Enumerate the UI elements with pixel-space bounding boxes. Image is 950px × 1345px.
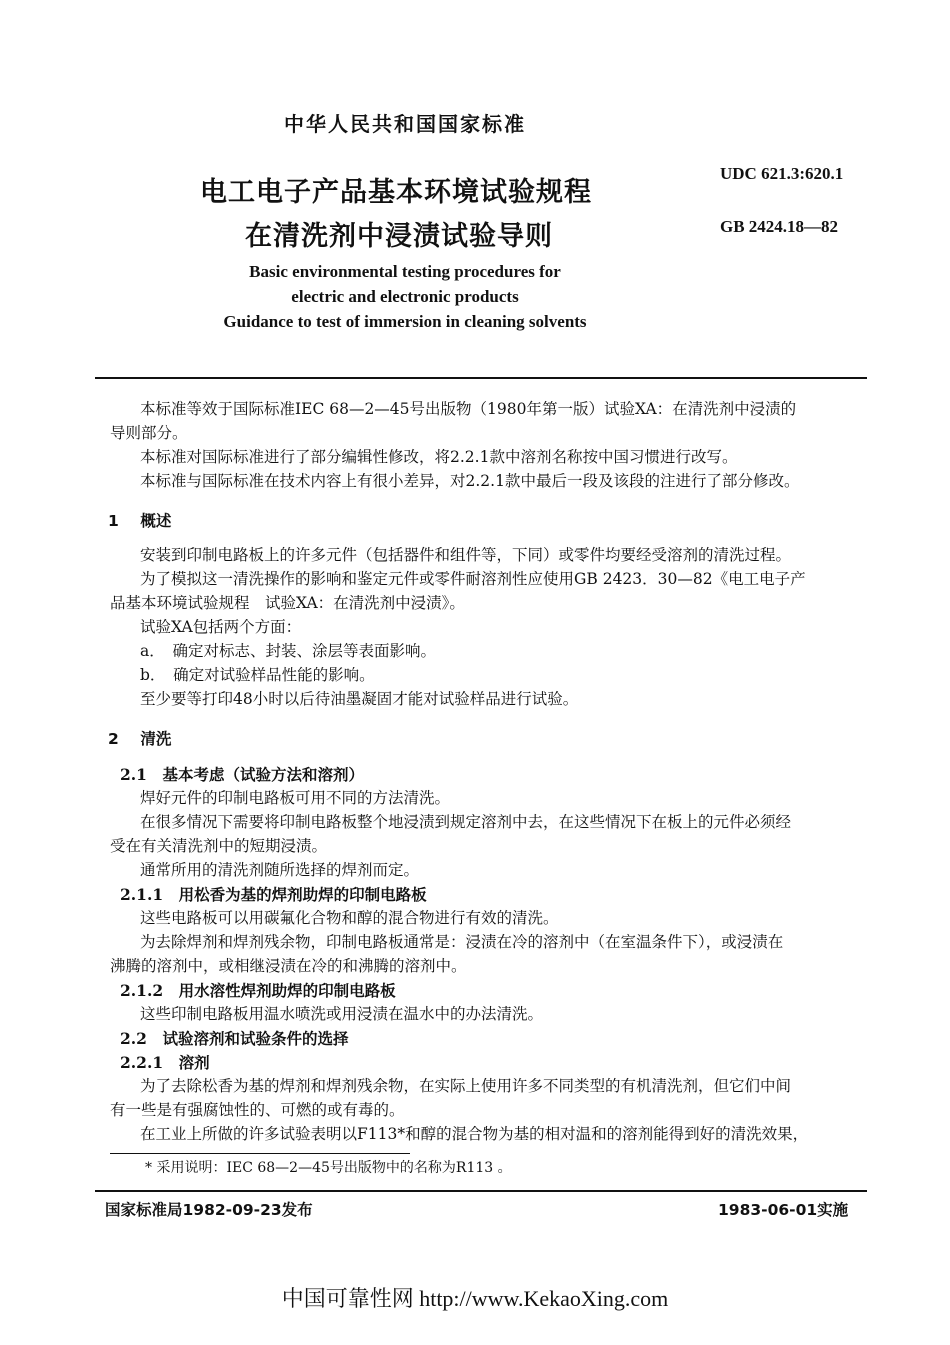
title-line-2: 在清洗剂中浸渍试验导则 [245, 221, 553, 252]
subsection-2-1-line: 受在有关清洗剂中的短期浸渍。 [110, 837, 328, 855]
footnote-divider [110, 1153, 410, 1154]
english-title-line-1: Basic environmental testing procedures for [249, 262, 561, 281]
section-1-item-a: a． 确定对标志、封装、涂层等表面影响。 [140, 642, 436, 660]
section-1-line: 至少要等打印48小时以后待油墨凝固才能对试验样品进行试验。 [140, 690, 579, 708]
footnote: * 采用说明：IEC 68—2—45号出版物中的名称为R113 。 [145, 1160, 512, 1176]
header-divider [95, 377, 867, 379]
subsection-2-2-1-line: 为了去除松香为基的焊剂和焊剂残余物，在实际上使用许多不同类型的有机清洗剂，但它们中间 [140, 1077, 792, 1095]
english-title-line-2: electric and electronic products [291, 287, 519, 306]
section-1-line: 品基本环境试验规程 试验XA：在清洗剂中浸渍》。 [110, 594, 465, 612]
foreword-line: 本标准等效于国际标准IEC 68—2—45号出版物（1980年第一版）试验XA：在清洗剂中浸渍的 [140, 400, 797, 418]
subsection-2-1-1-line: 为去除焊剂和焊剂残余物，印制电路板通常是：浸渍在冷的溶剂中（在室温条件下），或浸渍在 [140, 933, 784, 951]
section-1-line: 试验XA包括两个方面： [140, 618, 302, 636]
foreword-line: 导则部分。 [110, 424, 188, 442]
subsection-2-2-heading: 2.2 试验溶剂和试验条件的选择 [120, 1029, 349, 1048]
subsection-2-1-heading: 2.1 基本考虑（试验方法和溶剂） [120, 765, 364, 784]
subsection-2-1-1-line: 沸腾的溶剂中，或相继浸渍在冷的和沸腾的溶剂中。 [110, 957, 467, 975]
foreword-line: 本标准与国际标准在技术内容上有很小差异，对2.2.1款中最后一段及该段的注进行了部分修改。 [140, 472, 800, 490]
national-standard-label: 中华人民共和国国家标准 [284, 112, 526, 136]
subsection-2-2-1-heading: 2.2.1 溶剂 [120, 1053, 210, 1072]
subsection-2-1-2-line: 这些印制电路板用温水喷洗或用浸渍在温水中的办法清洗。 [140, 1005, 544, 1023]
section-2-number: 2 [108, 730, 119, 748]
section-1-item-b: b． 确定对试验样品性能的影响。 [140, 666, 375, 684]
site-watermark: 中国可靠性网 http://www.KekaoXing.com [281, 1286, 669, 1311]
section-1-heading [108, 510, 171, 533]
subsection-2-2-1-line: 在工业上所做的许多试验表明以F113*和醇的混合物为基的相对温和的溶剂能得到好的清洗效果， [140, 1125, 809, 1143]
subsection-2-2-1-line: 有一些是有强腐蚀性的、可燃的或有毒的。 [110, 1101, 405, 1119]
section-1-number: 1 [108, 512, 119, 530]
english-title-line-3: Guidance to test of immersion in cleaning solvents [223, 312, 587, 331]
title-line-1: 电工电子产品基本环境试验规程 [200, 177, 592, 208]
subsection-2-1-line: 在很多情况下需要将印制电路板整个地浸渍到规定溶剂中去，在这些情况下在板上的元件必须经 [140, 813, 792, 831]
footer-divider [95, 1190, 867, 1192]
gb-code: GB 2424.18—82 [720, 217, 839, 236]
section-2-title: 清洗 [140, 730, 172, 748]
subsection-2-1-line: 焊好元件的印制电路板可用不同的方法清洗。 [140, 789, 451, 807]
subsection-2-1-2-heading: 2.1.2 用水溶性焊剂助焊的印制电路板 [120, 981, 396, 1000]
section-1-line: 为了模拟这一清洗操作的影响和鉴定元件或零件耐溶剂性应使用GB 2423．30—82《电工电子产 [140, 570, 806, 588]
foreword-line: 本标准对国际标准进行了部分编辑性修改，将2.2.1款中溶剂名称按中国习惯进行改写。 [140, 448, 738, 466]
section-1-title: 概述 [140, 512, 172, 530]
section-2-heading [108, 728, 171, 751]
issued-date: 国家标准局1982-09-23发布 [105, 1201, 313, 1219]
subsection-2-1-1-line: 这些电路板可以用碳氟化合物和醇的混合物进行有效的清洗。 [140, 909, 559, 927]
subsection-2-1-line: 通常所用的清洗剂随所选择的焊剂而定。 [140, 861, 420, 879]
effective-date: 1983-06-01实施 [718, 1201, 849, 1219]
udc-code: UDC 621.3:620.1 [720, 164, 844, 183]
section-1-line: 安装到印制电路板上的许多元件（包括器件和组件等，下同）或零件均要经受溶剂的清洗过程。 [140, 546, 792, 564]
subsection-2-1-1-heading: 2.1.1 用松香为基的焊剂助焊的印制电路板 [120, 885, 427, 904]
